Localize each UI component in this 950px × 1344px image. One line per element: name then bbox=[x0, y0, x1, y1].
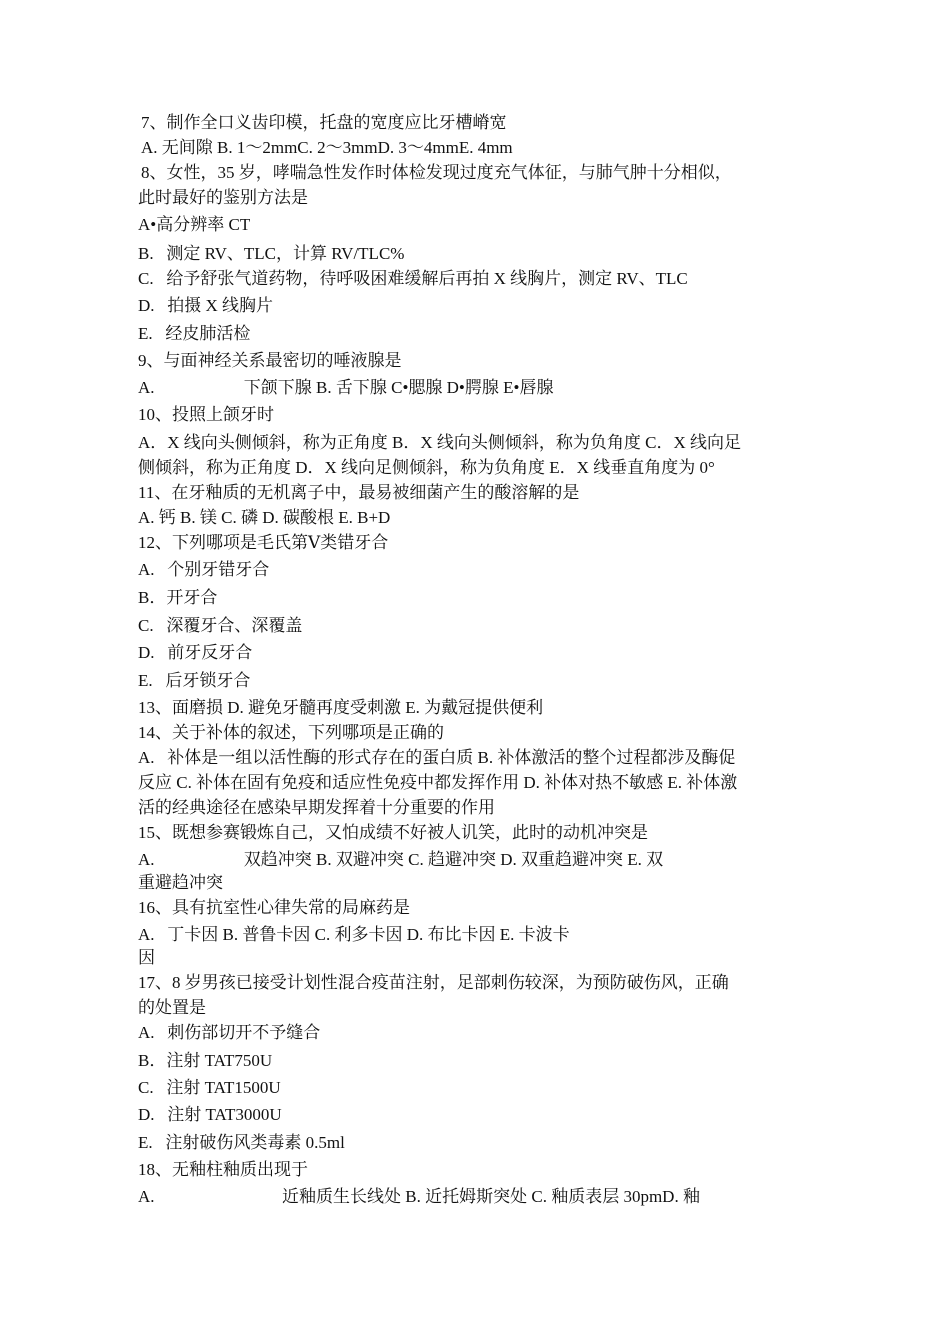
q9-options: A. 下颌下腺 B. 舌下腺 C•腮腺 D•腭腺 E•唇腺 bbox=[138, 378, 554, 397]
q14-options-line2: 反应 C. 补体在固有免疫和适应性免疫中都发挥作用 D. 补体对热不敏感 E. 补体激 bbox=[138, 773, 738, 792]
q15-stem: 15、既想参赛锻炼自己，又怕成绩不好被人讥笑，此时的动机冲突是 bbox=[138, 823, 648, 842]
q16-options-line1: A. 丁卡因 B. 普鲁卡因 C. 利多卡因 D. 布比卡因 E. 卡波卡 bbox=[138, 925, 570, 944]
q17-stem-line1: 17、8 岁男孩已接受计划性混合疫苗注射，足部刺伤较深，为预防破伤风，正确 bbox=[138, 973, 729, 992]
q17-option-b: B．注射 TAT750U bbox=[138, 1051, 273, 1070]
q8-option-c: C. 给予舒张气道药物，待呼吸困难缓解后再拍 X 线胸片，测定 RV、TLC bbox=[138, 269, 688, 288]
q8-option-a: A•高分辨率 CT bbox=[138, 215, 251, 234]
q17-option-d: D. 注射 TAT3000U bbox=[138, 1105, 282, 1124]
q7-options: A. 无间隙 B. 1〜2mmC. 2〜3mmD. 3〜4mmE. 4mm bbox=[141, 138, 513, 157]
q11-stem: 11、在牙釉质的无机离子中，最易被细菌产生的酸溶解的是 bbox=[138, 483, 580, 502]
q10-options-line2: 侧倾斜，称为正角度 D．X 线向足侧倾斜，称为负角度 E．X 线垂直角度为 0° bbox=[138, 458, 715, 477]
q18-options: A. 近釉质生长线处 B. 近托姆斯突处 C. 釉质表层 30pmD. 釉 bbox=[138, 1187, 700, 1206]
q14-stem: 14、关于补体的叙述，下列哪项是正确的 bbox=[138, 723, 444, 742]
q12-option-b: B．开牙合 bbox=[138, 588, 218, 607]
q12-option-d: D. 前牙反牙合 bbox=[138, 643, 253, 662]
q17-stem-line2: 的处置是 bbox=[138, 998, 206, 1017]
q10-stem: 10、投照上颌牙时 bbox=[138, 405, 274, 424]
q17-option-a: A. 刺伤部切开不予缝合 bbox=[138, 1023, 321, 1042]
q8-option-b: B. 测定 RV、TLC，计算 RV/TLC% bbox=[138, 244, 405, 263]
q12-option-a: A. 个别牙错牙合 bbox=[138, 560, 270, 579]
q15-options-line1: A. 双趋冲突 B. 双避冲突 C. 趋避冲突 D. 双重趋避冲突 E. 双 bbox=[138, 850, 664, 869]
q14-options-line3: 活的经典途径在感染早期发挥着十分重要的作用 bbox=[138, 798, 495, 817]
q16-stem: 16、具有抗室性心律失常的局麻药是 bbox=[138, 898, 410, 917]
q12-option-e: E. 后牙锁牙合 bbox=[138, 671, 251, 690]
q12-option-c: C. 深覆牙合、深覆盖 bbox=[138, 616, 303, 635]
q13-text: 13、面磨损 D. 避免牙髓再度受刺激 E. 为戴冠提供便利 bbox=[138, 698, 544, 717]
q17-option-c: C. 注射 TAT1500U bbox=[138, 1078, 281, 1097]
q18-stem: 18、无釉柱釉质出现于 bbox=[138, 1160, 308, 1179]
q8-stem-line1: 8、女性，35 岁，哮喘急性发作时体检发现过度充气体征，与肺气肿十分相似， bbox=[141, 163, 732, 182]
q17-option-e: E. 注射破伤风类毒素 0.5ml bbox=[138, 1133, 345, 1152]
q12-stem: 12、下列哪项是毛氏第Ⅴ类错牙合 bbox=[138, 533, 389, 552]
q11-options: A. 钙 B. 镁 C. 磷 D. 碳酸根 E. B+D bbox=[138, 508, 391, 527]
q7-stem: 7、制作全口义齿印模，托盘的宽度应比牙槽嵴宽 bbox=[141, 113, 507, 132]
q9-stem: 9、与面神经关系最密切的唾液腺是 bbox=[138, 351, 402, 370]
q15-options-line2: 重避趋冲突 bbox=[138, 873, 223, 892]
q8-option-e: E. 经皮肺活检 bbox=[138, 324, 251, 343]
q14-options-line1: A. 补体是一组以活性酶的形式存在的蛋白质 B. 补体激活的整个过程都涉及酶促 bbox=[138, 748, 736, 767]
q16-options-line2: 因 bbox=[138, 948, 155, 967]
q8-stem-line2: 此时最好的鉴别方法是 bbox=[138, 188, 308, 207]
q8-option-d: D. 拍摄 X 线胸片 bbox=[138, 296, 274, 315]
q10-options-line1: A．X 线向头侧倾斜，称为正角度 B．X 线向头侧倾斜，称为负角度 C．X 线向足 bbox=[138, 433, 742, 452]
